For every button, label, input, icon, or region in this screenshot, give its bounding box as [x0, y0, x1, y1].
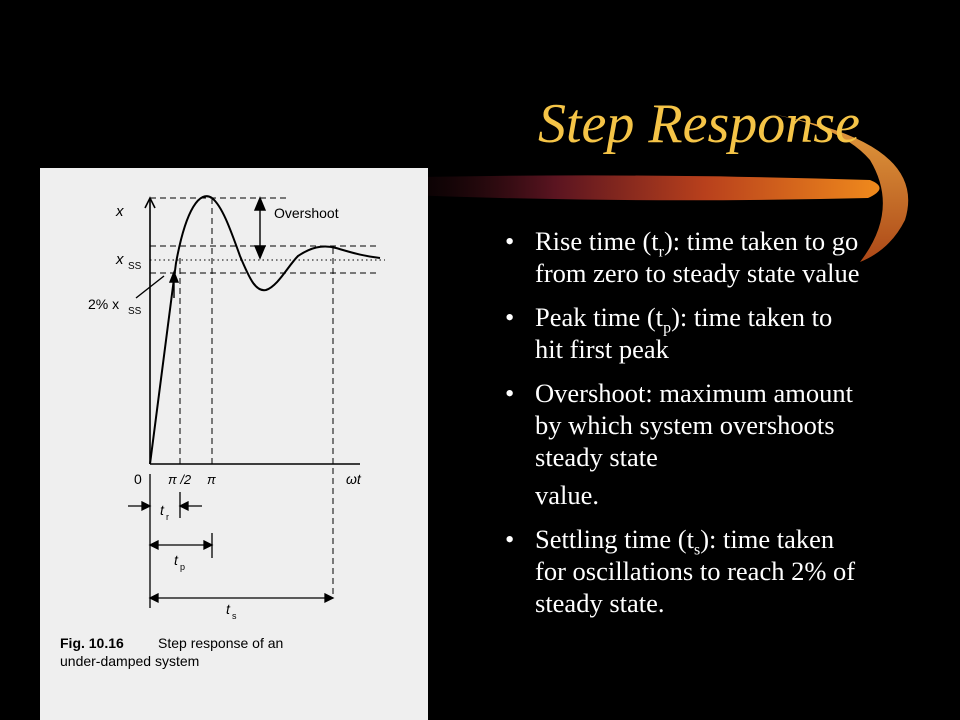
xss-label: x — [116, 251, 124, 268]
ts-label: t — [226, 601, 230, 617]
ts-subscript: s — [232, 611, 237, 621]
overshoot-label: Overshoot — [274, 205, 339, 221]
slide-title: Step Response — [538, 93, 860, 155]
bullet-peak-time: • Peak time $(t_p)$: time taken to hit first peak — [505, 301, 865, 365]
bullet-overshoot: • Overshoot: maximum amount by which system overshoots steady state value. — [505, 377, 865, 511]
two-percent-subscript: SS — [128, 306, 142, 317]
tr-label: t — [160, 502, 164, 518]
y-axis-label: x — [116, 203, 124, 220]
tp-subscript: p — [180, 562, 186, 572]
figure-caption-line2: under-damped system — [60, 653, 200, 669]
figure-caption-line1: Step response of an — [158, 635, 284, 651]
omega-t-label: ωt — [346, 471, 361, 487]
tr-subscript: r — [166, 512, 169, 522]
tp-label: t — [174, 552, 178, 568]
origin-label: 0 — [134, 471, 142, 487]
pi-label: π — [207, 472, 216, 487]
two-percent-label: 2% x — [88, 296, 120, 312]
xss-subscript: SS — [128, 261, 142, 272]
figure-caption-number: Fig. 10.16 — [60, 635, 124, 651]
bullet-settling-time: • Settling time $(t_s)$: time taken for oscillations to reach 2% of steady state. — [505, 523, 865, 619]
bullet-rise-time: • Rise time $(t_r)$: time taken to go from zero to steady state value — [505, 225, 865, 289]
bullet-list — [505, 225, 865, 631]
step-response-figure — [40, 168, 428, 720]
pi-half-label: π /2 — [168, 472, 192, 487]
